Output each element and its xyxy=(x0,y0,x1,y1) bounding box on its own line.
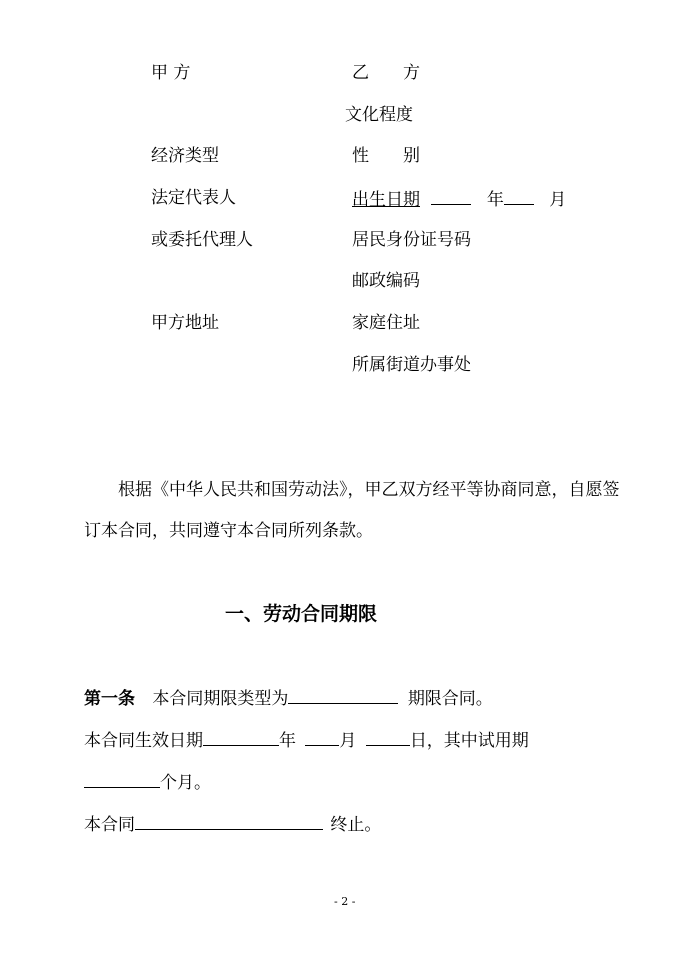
education-label: 文化程度 xyxy=(345,105,413,125)
party-a-address-label: 甲方地址 xyxy=(151,313,219,333)
birth-date-row xyxy=(352,188,566,210)
effective-date-text: 本合同生效日期 xyxy=(84,731,203,751)
economic-type-label: 经济类型 xyxy=(151,146,219,166)
contract-type-text: 本合同期限类型为 xyxy=(152,689,289,709)
article-1-line-4 xyxy=(84,813,381,835)
agent-label: 或委托代理人 xyxy=(151,230,253,250)
effective-year-blank[interactable] xyxy=(203,729,279,746)
intro-line-1: 根据《中华人民共和国劳动法》，甲乙双方经平等协商同意，自愿签 xyxy=(118,480,620,500)
birth-year-blank[interactable] xyxy=(431,188,471,205)
contract-end-blank[interactable] xyxy=(135,813,323,830)
contract-type-suffix: 期限合同。 xyxy=(407,689,493,709)
party-a-label: 甲 方 xyxy=(151,63,191,83)
article-1-label: 第一条 xyxy=(84,689,135,709)
party-b-label: 乙 方 xyxy=(352,63,420,83)
birth-date-label: 出生日期 xyxy=(352,190,420,210)
contract-type-blank[interactable] xyxy=(288,687,398,704)
intro-line-2: 订本合同，共同遵守本合同所列条款。 xyxy=(84,521,373,541)
contract-end-suffix: 终止。 xyxy=(330,815,382,835)
trial-period-text: 日，其中试用期 xyxy=(409,731,529,751)
page-number: - 2 - xyxy=(334,895,356,908)
article-1-line-1 xyxy=(84,687,493,709)
legal-rep-label: 法定代表人 xyxy=(151,188,236,208)
article-1-line-2 xyxy=(84,729,529,751)
street-office-label: 所属街道办事处 xyxy=(352,355,471,375)
birth-year-label: 年 xyxy=(486,190,504,210)
effective-year-label: 年 xyxy=(279,731,296,751)
postal-code-label: 邮政编码 xyxy=(352,271,420,291)
section-title: 一、劳动合同期限 xyxy=(225,603,378,625)
effective-month-label: 月 xyxy=(339,731,357,751)
birth-month-label: 月 xyxy=(549,190,567,210)
birth-month-blank[interactable] xyxy=(504,188,534,205)
gender-label: 性 别 xyxy=(352,146,420,166)
home-address-label: 家庭住址 xyxy=(352,313,420,333)
id-number-label: 居民身份证号码 xyxy=(352,230,471,250)
contract-end-text: 本合同 xyxy=(84,815,135,835)
trial-months-label: 个月。 xyxy=(160,773,211,793)
effective-day-blank[interactable] xyxy=(366,729,410,746)
article-1-line-3 xyxy=(84,771,211,793)
effective-month-blank[interactable] xyxy=(305,729,339,746)
trial-months-blank[interactable] xyxy=(84,771,160,788)
